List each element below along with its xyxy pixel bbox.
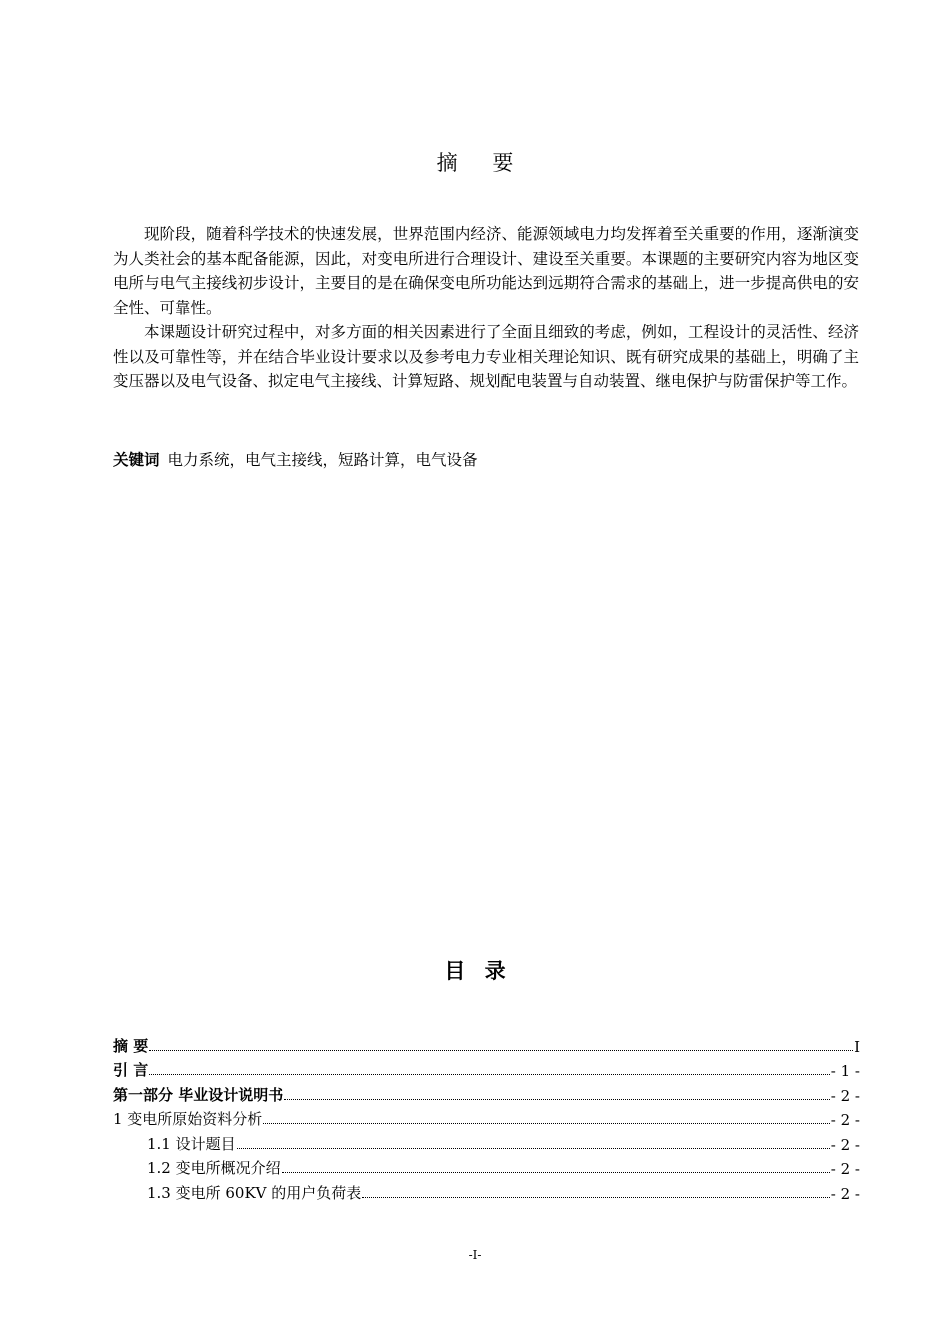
- toc-entry[interactable]: [113, 1056, 860, 1081]
- toc-entry[interactable]: [113, 1031, 860, 1056]
- keywords-text: 电力系统，电气主接线，短路计算，电气设备: [167, 451, 478, 469]
- page-number: -I-: [468, 1248, 482, 1262]
- toc-entry-page: - 2 -: [830, 1135, 860, 1154]
- toc-entry[interactable]: [113, 1105, 860, 1130]
- toc-entry-page: - 2 -: [830, 1086, 860, 1105]
- abstract-title: 摘 要: [436, 151, 528, 175]
- toc-entry-page: I: [854, 1037, 860, 1056]
- toc-entry-label: 引 言: [113, 1061, 149, 1079]
- toc-entry-label: 1 变电所原始资料分析: [113, 1110, 263, 1128]
- toc-leader-dots: [362, 1196, 829, 1198]
- toc-entry-label: 1.3 变电所 60KV 的用户负荷表: [147, 1183, 362, 1202]
- abstract-paragraph: 本课题设计研究过程中，对多方面的相关因素进行了全面且细致的考虑，例如，工程设计的灵活性、经济性以及可靠性等，并在结合毕业设计要求以及参考电力专业相关理论知识、既有研究成果的基础上，明确了主变压器以及电气设备、拟定电气主接线、计算短路、规划配电装置与自动装置、继电保护与防雷保护等工作。: [113, 323, 859, 390]
- toc-entry-label: 第一部分 毕业设计说明书: [113, 1085, 284, 1104]
- toc-entry[interactable]: [113, 1129, 860, 1154]
- toc-entry[interactable]: [113, 1080, 860, 1105]
- toc-leader-dots: [282, 1171, 830, 1173]
- toc-entry-label: 摘 要: [113, 1036, 149, 1055]
- abstract-body: [113, 222, 859, 394]
- keywords-line: [113, 448, 478, 472]
- toc-entry-page: - 1 -: [830, 1062, 860, 1080]
- toc-entry[interactable]: [113, 1178, 860, 1203]
- toc-entry-label: 1.2 变电所概况介绍: [147, 1159, 281, 1177]
- abstract-paragraph: 现阶段，随着科学技术的快速发展，世界范围内经济、能源领域电力均发挥着至关重要的作用，逐渐演变为人类社会的基本配备能源，因此，对变电所进行合理设计、建设至关重要。本课题的主要研究内容为地区变电所与电气主接线初步设计，主要目的是在确保变电所功能达到远期符合需求的基础上，进一步提高供电的安全性、可靠性。: [113, 225, 859, 317]
- toc-entry[interactable]: [113, 1154, 860, 1179]
- keywords-label: 关键词: [113, 451, 160, 469]
- table-of-contents: [113, 1031, 860, 1203]
- toc-leader-dots: [284, 1098, 830, 1100]
- toc-leader-dots: [237, 1147, 830, 1149]
- toc-leader-dots: [263, 1122, 829, 1124]
- toc-entry-page: - 2 -: [830, 1160, 860, 1178]
- toc-entry-page: - 2 -: [830, 1111, 860, 1129]
- toc-title: 目 录: [444, 959, 512, 983]
- toc-entry-page: - 2 -: [830, 1184, 860, 1203]
- toc-entry-label: 1.1 设计题目: [147, 1134, 236, 1153]
- toc-leader-dots: [149, 1073, 830, 1075]
- toc-leader-dots: [149, 1049, 853, 1051]
